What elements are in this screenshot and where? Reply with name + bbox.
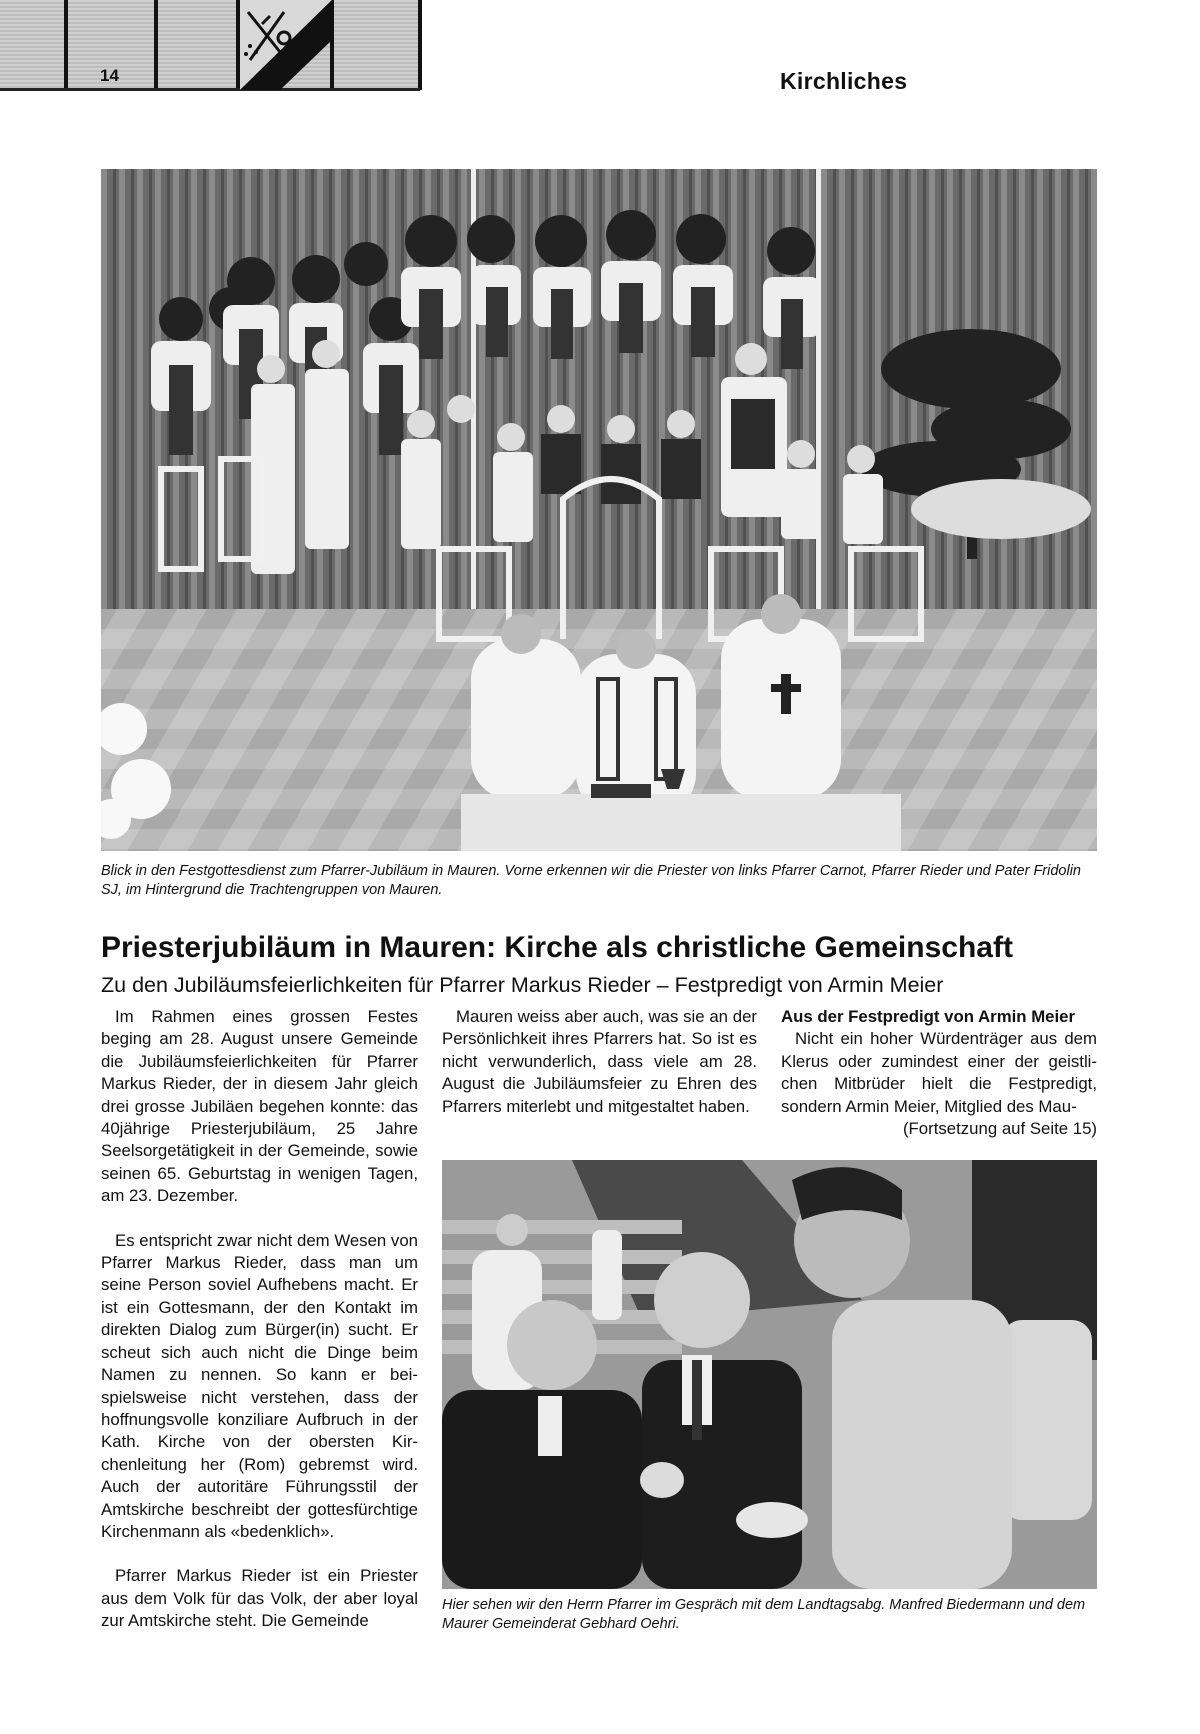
festpredigt-heading: Aus der Festpredigt von Armin Meier <box>781 1007 1076 1026</box>
article-subheadline: Zu den Jubiläumsfeierlichkeiten für Pfarrer Markus Rieder – Festpredigt von Armin Meier <box>101 973 944 997</box>
gespraech-photo <box>442 1160 1097 1589</box>
paragraph: Mauren weiss aber auch, was sie an der Persönlichkeit ihres Pfarrers hat. So ist es nicht verwunderlich, dass viele am 28. August die Jubiläumsfeier zu Ehren des Pfarrers miterlebt und mitgestaltet haben. <box>442 1007 757 1116</box>
header-divider <box>64 0 68 90</box>
festgottesdienst-photo <box>101 169 1097 851</box>
photo2-caption: Hier sehen wir den Herrn Pfarrer im Gespräch mit dem Landtagsabg. Manfred Biedermann und dem Maurer Gemeinderat Gebhard Oehri. <box>442 1597 1086 1632</box>
article-column-2 <box>442 1006 757 1118</box>
article-column-3 <box>781 1006 1097 1140</box>
page-number: 14 <box>100 66 119 85</box>
article-column-1 <box>101 1006 418 1633</box>
article-headline: Priesterjubiläum in Mauren: Kirche als christliche Gemeinschaft <box>101 931 1013 964</box>
header-divider <box>154 0 158 90</box>
header-bar <box>0 0 420 90</box>
crossed-keys-sword-icon <box>240 0 332 90</box>
paragraph: Nicht ein hoher Würdenträger aus dem Klerus oder zumindest einer der geistlichen Mitbrüder hielt die Festpredigt, sondern Armin Meier, Mitglied des Mau- <box>781 1029 1097 1116</box>
section-title: Kirchliches <box>780 68 908 94</box>
header-rule <box>0 88 420 91</box>
paragraph: Im Rahmen eines grossen Festes beging am 28. August unsere Gemeinde die Jubiläumsfeierlichkeiten für Pfarrer Markus Rieder, der in diesem Jahr gleich drei grosse Jubiläen begehen konnte: das 40jährige Priesterjubiläum, 25 Jahre Seelsorgetätigkeit in der Gemeinde, sowie seinen 65. Geburtstag in wenigen Tagen, am 23. Dezember. <box>101 1007 418 1206</box>
paragraph: Es entspricht zwar nicht dem Wesen von Pfarrer Markus Rieder, dass man um seine Person soviel Aufhebens macht. Er ist ein Gottesmann, der den Kontakt im direkten Dialog zum Bürger(in) sucht. Er scheut sich auch nicht die Dinge beim Namen zu nennen. So kann er beispielsweise nicht verstehen, dass der hoffnungsvolle konziliare Aufbruch in der Kath. Kirche von der obersten Kirchenleitung her (Rom) gebremst wird. Auch der autoritäre Führungsstil der Amtskirche beschreibt der gottesfürchtige Kirchenmann als «bedenklich». <box>101 1230 418 1541</box>
continuation-note: (Fortsetzung auf Seite 15) <box>902 1119 1097 1139</box>
header-divider <box>418 0 422 90</box>
photo1-caption: Blick in den Festgottesdienst zum Pfarrer-Jubiläum in Mauren. Vorne erkennen wir die Priester von links Pfarrer Carnot, Pfarrer Rieder und Pater Fridolin SJ, im Hintergrund die Trachtengruppen von Mauren. <box>101 863 1081 898</box>
paragraph: Pfarrer Markus Rieder ist ein Priester aus dem Volk für das Volk, der aber loyal zur Amtskirche steht. Die Gemeinde <box>101 1566 418 1631</box>
